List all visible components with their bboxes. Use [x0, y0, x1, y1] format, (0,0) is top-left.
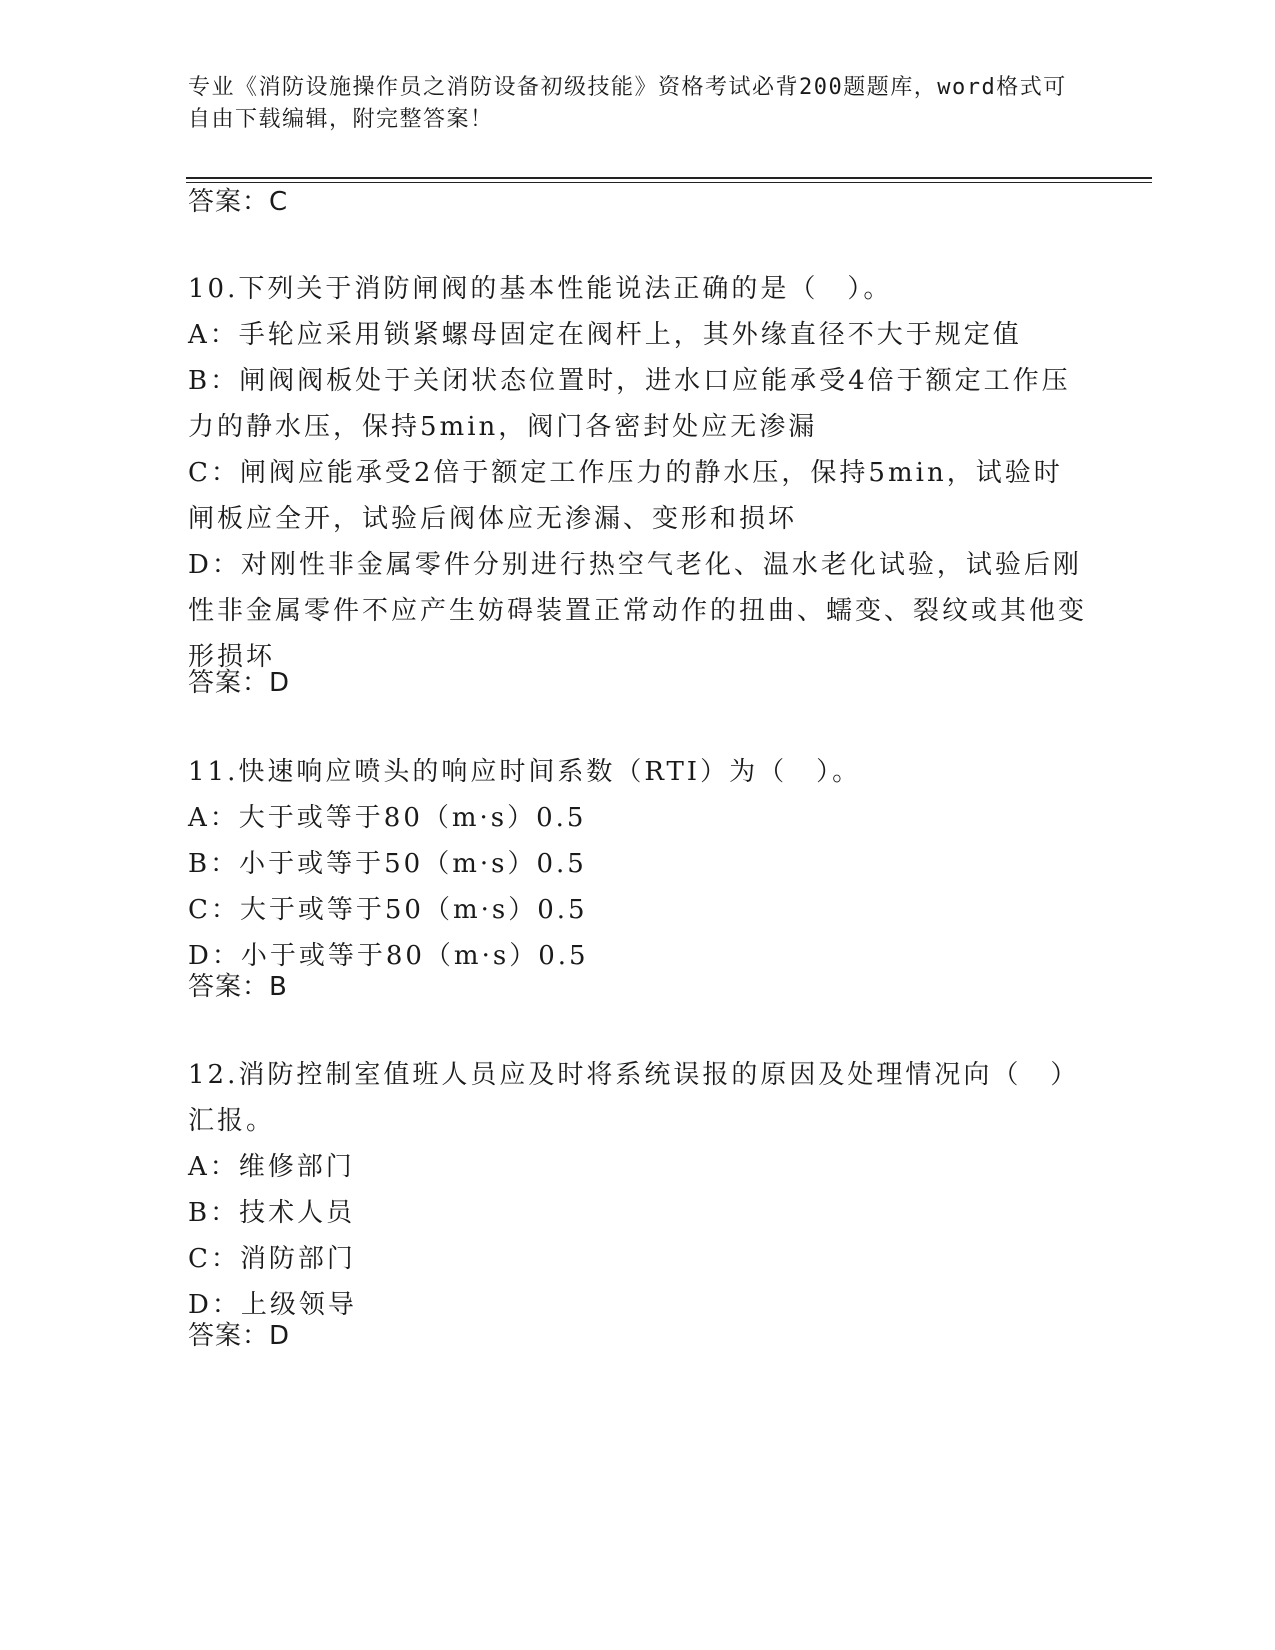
option-d: D：小于或等于80（m·s）0.5	[188, 941, 589, 971]
header-divider-thin	[186, 182, 1152, 183]
question-stem: 11.快速响应喷头的响应时间系数（RTI）为（ ）。	[188, 757, 862, 787]
option-b: B：技术人员	[188, 1198, 356, 1228]
answer: 答案：D	[188, 668, 291, 698]
answer: 答案：B	[188, 972, 288, 1002]
question-stem: 12.消防控制室值班人员应及时将系统误报的原因及处理情况向（ ）汇报。	[188, 1060, 1080, 1136]
question-stem: 10.下列关于消防闸阀的基本性能说法正确的是（ ）。	[188, 274, 893, 304]
option-d: D：上级领导	[188, 1290, 357, 1320]
question-11-answer-block	[188, 971, 1088, 1003]
option-a: A：大于或等于80（m·s）0.5	[188, 803, 587, 833]
previous-answer-block	[188, 186, 1088, 218]
option-b: B：小于或等于50（m·s）0.5	[188, 849, 587, 879]
question-12-answer-block	[188, 1320, 1088, 1352]
option-a: A：维修部门	[188, 1152, 355, 1182]
option-c: C：大于或等于50（m·s）0.5	[188, 895, 588, 925]
option-a: A：手轮应采用锁紧螺母固定在阀杆上，其外缘直径不大于规定值	[188, 320, 1022, 350]
document-header: 专业《消防设施操作员之消防设备初级技能》资格考试必背200题题库，word格式可自由下载编辑，附完整答案！	[188, 75, 1067, 132]
header-divider-thick	[186, 177, 1152, 179]
question-10-answer-block	[188, 667, 1088, 699]
question-11	[188, 749, 1088, 979]
previous-answer: 答案：C	[188, 187, 289, 217]
question-10	[188, 266, 1088, 680]
option-c: C：闸阀应能承受2倍于额定工作压力的静水压，保持5min，试验时闸板应全开，试验后阀体应无渗漏、变形和损坏	[188, 458, 1063, 534]
question-12	[188, 1052, 1088, 1328]
option-b: B：闸阀阀板处于关闭状态位置时，进水口应能承受4倍于额定工作压力的静水压，保持5min，阀门各密封处应无渗漏	[188, 366, 1071, 442]
answer: 答案：D	[188, 1321, 291, 1351]
option-c: C：消防部门	[188, 1244, 356, 1274]
option-d: D：对刚性非金属零件分别进行热空气老化、温水老化试验，试验后刚性非金属零件不应产生妨碍装置正常动作的扭曲、蠕变、裂纹或其他变形损坏	[188, 550, 1088, 672]
